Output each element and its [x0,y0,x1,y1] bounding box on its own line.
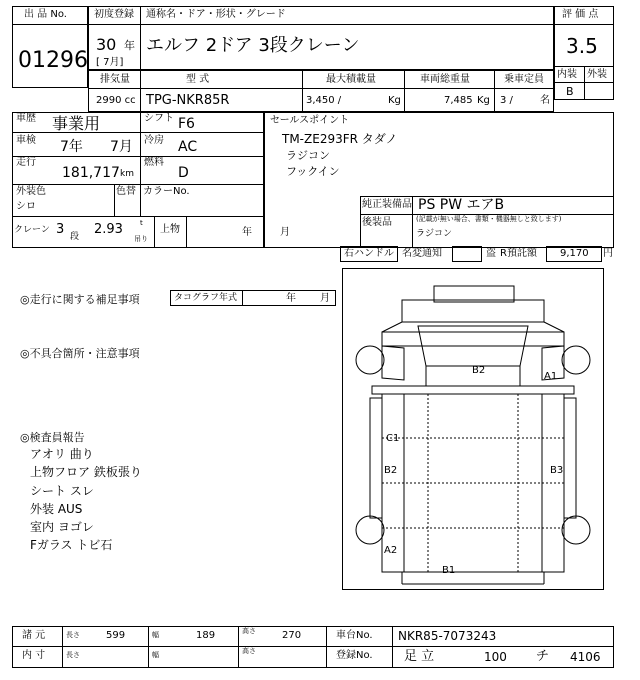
sales-point-line: ラジコン [286,149,330,162]
inner-dims-label: 内 寸 [22,650,46,661]
shift-value: F6 [178,116,195,132]
max-load-unit: Kg [388,95,401,106]
dims-label: 諸 元 [22,630,46,641]
fuel-value: D [178,165,189,181]
reg-number: 4106 [570,650,601,664]
aftermarket-value: ラジコン [416,229,453,239]
steering-value: 右ハンドル [344,248,394,259]
truck-diagram [342,268,604,590]
height-label: 高さ [242,627,256,635]
mileage-value: 181,717 [62,165,120,181]
color-no-label: カラーNo. [143,186,190,197]
capacity-label: 乗車定員 [504,74,544,85]
inner-height-label: 高さ [242,647,256,655]
inspector-line: シート スレ [30,484,94,498]
reg-label: 初度登録 [94,9,134,20]
displacement-value: 2990 cc [96,95,136,106]
sales-points-label: セールスポイント [270,115,350,126]
max-load-label: 最大積載量 [326,74,376,85]
reg-kana: チ [536,649,550,664]
capacity-value: 3 / [500,95,513,106]
displacement-label: 排気量 [100,74,130,85]
width-label: 幅 [152,631,159,639]
inspector-line: アオリ 曲り [30,447,94,461]
inspection-label: 車検 [16,135,36,146]
damage-mark: A1 [544,371,558,382]
deck-month: 月 [280,227,290,238]
crane-capacity: 2.93 [94,222,123,237]
aftermarket-label: 後装品 [362,217,392,228]
inner-length-label: 長さ [66,651,80,659]
tax-label: 盗 [486,248,496,259]
name-change-label: 名変通知 [402,248,442,259]
interior-grade: B [566,85,574,98]
chassis-value: NKR85-7073243 [398,629,497,643]
crane-capacity-unit-bottom: 吊り [134,235,148,243]
damage-mark: B1 [442,565,456,576]
inspector-line: Fガラス トビ石 [30,538,113,552]
exterior-grade-label: 外装 [587,69,607,80]
ac-label: 冷房 [144,135,164,146]
reg-class: 100 [484,650,507,664]
ext-color-value: シロ [16,201,36,212]
score-value: 3.5 [566,34,598,58]
inner-width-label: 幅 [152,651,159,659]
reg-year: 30 [96,35,117,54]
shift-label: シフト [144,113,174,124]
equipment-label: 純正装備品 [362,199,412,210]
footer-table [12,626,614,668]
damage-mark: C1 [386,433,400,444]
length-value: 599 [106,630,126,641]
tacho-label: タコグラフ年式 [174,293,238,303]
driving-notes-label: ◎走行に関する補足事項 [20,293,140,306]
defects-label: ◎不具合箇所・注意事項 [20,347,140,360]
fuel-label: 燃料 [144,157,164,168]
inspector-line: 外装 AUS [30,502,83,516]
score-label: 評 価 点 [562,9,599,20]
gross-weight-value: 7,485 [444,95,473,106]
mileage-label: 走行 [16,157,36,168]
vehicle-name: エルフ 2ドア 3段クレーン [146,35,360,56]
name-label: 通称名・ドア・形状・グレード [146,9,286,20]
equipment-value: PS PW エアB [418,197,505,213]
damage-mark: B3 [550,465,564,476]
history-value: 事業用 [52,114,101,133]
gross-weight-label: 車両総重量 [420,74,470,85]
reg-place: 足 立 [404,649,435,664]
name-change-box [452,246,482,262]
crane-label: クレーン [14,225,50,235]
lot-number: 01296 [18,48,88,73]
damage-mark: B2 [384,465,398,476]
inspector-line: 室内 ヨゴレ [30,520,94,534]
max-load-value: 3,450 / [306,95,342,106]
mileage-unit: km [120,169,134,179]
damage-mark: B2 [472,365,486,376]
recycle-amount: 9,170 [560,248,589,259]
deck-year: 年 [242,227,252,238]
reg-month: [ 7月] [96,57,124,68]
damage-mark: A2 [384,545,398,556]
sales-point-line: フックイン [286,165,340,178]
inspection-month: 7月 [110,139,133,155]
inspection-year: 7年 [60,139,83,155]
recycle-unit: 円 [603,248,613,259]
length-label: 長さ [66,631,80,639]
gross-weight-unit: Kg [477,95,490,106]
crane-stages-unit: 段 [70,232,80,242]
model-value: TPG-NKR85R [146,93,230,108]
tacho-month: 月 [320,293,330,304]
crane-capacity-unit-top: t [140,219,143,227]
chassis-label: 車台No. [336,630,373,641]
width-value: 189 [196,630,216,641]
history-label: 車歴 [16,113,36,124]
capacity-unit: 名 [540,95,550,106]
model-label: 型 式 [186,74,210,85]
inspector-label: ◎検査員報告 [20,431,85,444]
recycle-label: R預託額 [500,248,537,259]
reg-year-unit: 年 [124,39,135,52]
reg-no-label: 登録No. [336,650,373,661]
height-value: 270 [282,630,302,641]
deck-label: 上物 [160,224,180,235]
ac-value: AC [178,139,198,155]
lot-label: 出 品 No. [24,9,67,20]
aftermarket-note: (記載が無い場合、書類・機器無しと致します) [416,215,562,223]
color-change-label: 色替 [116,186,136,197]
ext-color-label: 外装色 [16,186,46,197]
sales-point-line: TM-ZE293FR タダノ [282,132,398,146]
interior-grade-label: 内装 [557,69,577,80]
tacho-year: 年 [286,293,296,304]
crane-stages: 3 [56,222,65,237]
inspector-line: 上物フロア 鉄板張り [30,465,142,479]
